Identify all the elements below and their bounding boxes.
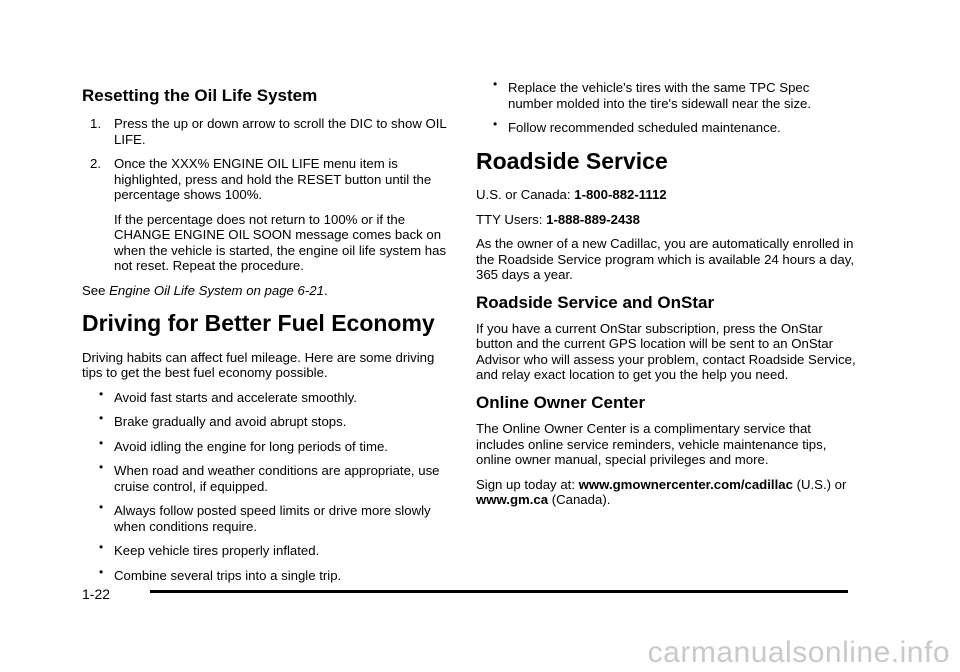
- bullet-icon: •: [99, 564, 104, 579]
- tty-label: TTY Users:: [476, 211, 547, 227]
- bullet-icon: •: [493, 117, 498, 131]
- see-suffix: .: [323, 282, 328, 298]
- watermark: carmanualsonline.info: [647, 636, 950, 669]
- owner-center-description: The Online Owner Center is a complimentary service that includes online service reminders, vehicle maintenance tips, online owner manual, special privileges and more.: [476, 421, 827, 468]
- roadside-service-heading: Roadside Service: [476, 147, 668, 174]
- see-reference: [82, 283, 454, 299]
- step-text: Press the up or down arrow to scroll the DIC to show OIL LIFE.: [114, 116, 447, 147]
- signup-prefix: Sign up today at:: [476, 476, 579, 492]
- step-item: [82, 156, 454, 203]
- bullet-icon: •: [99, 411, 104, 426]
- step-number: 2.: [90, 156, 101, 172]
- tip-text: Keep vehicle tires properly inflated.: [114, 543, 320, 559]
- tty-phone-number: 1-888-889-2438: [546, 211, 640, 227]
- bullet-icon: •: [99, 460, 104, 475]
- onstar-description: If you have a current OnStar subscription, press the OnStar button and the current GPS location will be sent to an OnStar Advisor who will assess your problem, contact Roadside Service, and relay exact location to get you the help you need.: [476, 320, 856, 383]
- step-text: Once the XXX% ENGINE OIL LIFE menu item is highlighted, press and hold the RESET button until the percentage shows 100%.: [114, 156, 432, 203]
- see-prefix: See: [82, 282, 110, 298]
- list-item: [82, 411, 454, 430]
- reset-steps: [82, 116, 454, 203]
- list-item: [476, 77, 856, 111]
- bullet-icon: •: [99, 435, 104, 450]
- step-item: [82, 116, 454, 147]
- left-column: [82, 72, 454, 592]
- list-item: [82, 540, 454, 559]
- tty-line: [476, 212, 856, 228]
- page-number: 1-22: [82, 586, 111, 602]
- fuel-economy-intro: Driving habits can affect fuel mileage. Here are some driving tips to get the best fuel economy possible.: [82, 349, 435, 381]
- step-note: If the percentage does not return to 100% or if the CHANGE ENGINE OIL SOON message comes back on when the vehicle is started, the engine oil life system has not reset. Repeat the procedure.: [114, 211, 447, 274]
- list-item: [82, 460, 454, 494]
- list-item: [82, 564, 454, 584]
- us-label: U.S. or Canada:: [476, 187, 575, 203]
- right-column: [476, 77, 856, 517]
- bullet-icon: •: [493, 77, 498, 91]
- footer-rule: [150, 590, 848, 593]
- tip-text: Avoid idling the engine for long periods of time.: [114, 438, 388, 454]
- signup-suffix: (Canada).: [548, 492, 611, 508]
- tip-text: Brake gradually and avoid abrupt stops.: [114, 414, 347, 430]
- reset-heading: Resetting the Oil Life System: [82, 86, 318, 105]
- list-item: [82, 435, 454, 455]
- bullet-icon: •: [99, 500, 104, 515]
- fuel-tips-list: [82, 386, 454, 584]
- list-item: [476, 117, 856, 136]
- canada-website-link[interactable]: www.gm.ca: [476, 492, 549, 508]
- onstar-heading: Roadside Service and OnStar: [476, 292, 715, 312]
- us-website-link[interactable]: www.gmownercenter.com/cadillac: [578, 476, 793, 492]
- list-item: [82, 386, 454, 406]
- tip-text: Combine several trips into a single trip.: [114, 567, 342, 583]
- tip-text: Avoid fast starts and accelerate smoothly.: [114, 389, 357, 405]
- tip-text: When road and weather conditions are appropriate, use cruise control, if equipped.: [114, 463, 440, 494]
- signup-line: [476, 477, 856, 508]
- us-phone-number: 1-800-882-1112: [574, 187, 667, 203]
- us-canada-line: [476, 187, 856, 203]
- bullet-icon: •: [99, 540, 104, 555]
- fuel-tips-list-continued: [476, 77, 856, 136]
- list-item: [82, 500, 454, 534]
- bullet-icon: •: [99, 386, 104, 401]
- tip-text: Follow recommended scheduled maintenance.: [508, 120, 781, 135]
- owner-center-heading: Online Owner Center: [476, 392, 646, 412]
- signup-mid: (U.S.) or: [792, 476, 847, 492]
- tip-text: Replace the vehicle's tires with the same TPC Spec number molded into the tire's sidewall near the size.: [508, 80, 812, 111]
- tip-text: Always follow posted speed limits or drive more slowly when conditions require.: [114, 503, 431, 534]
- step-number: 1.: [90, 116, 101, 132]
- fuel-economy-heading: Driving for Better Fuel Economy: [82, 310, 435, 337]
- roadside-description: As the owner of a new Cadillac, you are automatically enrolled in the Roadside Service program which is available 24 hours a day, 365 days a year.: [476, 236, 854, 283]
- cross-reference-link[interactable]: Engine Oil Life System on page 6‑21: [109, 282, 324, 298]
